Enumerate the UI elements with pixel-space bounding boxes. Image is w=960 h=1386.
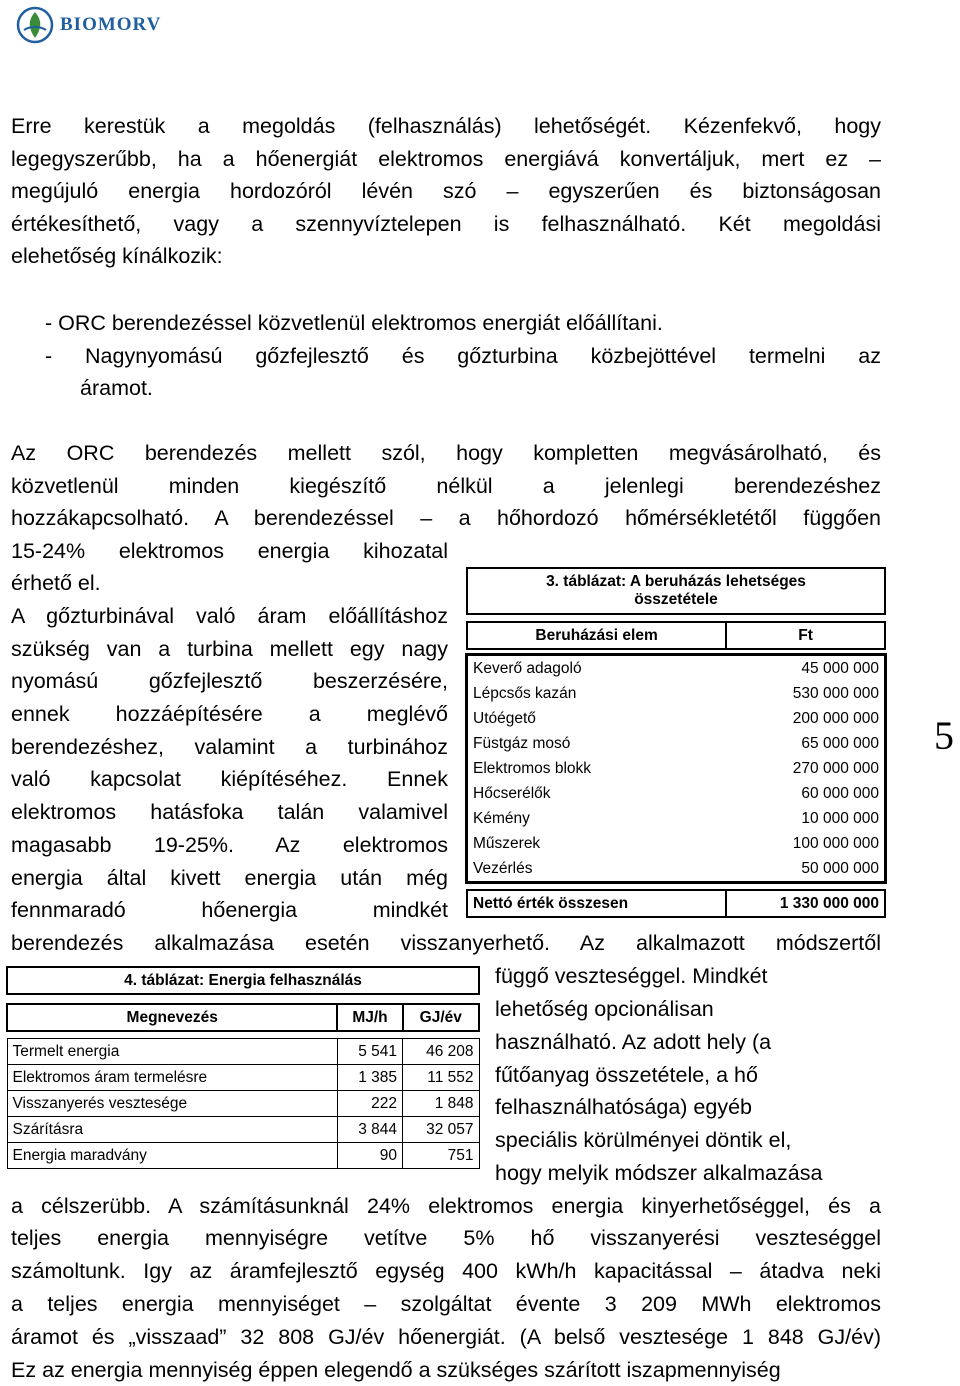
table3-item: Füstgáz mosó [467,731,726,756]
text-line: speciális körülményei döntik el, [495,1128,792,1152]
text-line: áramot. [80,376,153,400]
table-row [7,1091,479,1117]
table4-mjh: 5 541 [337,1039,402,1065]
text-line: nyomású gőzfejlesztő beszerzésére, [11,669,448,693]
text-line: közvetlenül minden kiegészítő nélkül a jelenlegi berendezéshez [11,474,881,498]
table3-amount: 45 000 000 [726,655,885,681]
table3-item: Műszerek [467,831,726,856]
table4-mjh: 3 844 [337,1117,402,1143]
text-line: érhető el. [11,571,101,595]
text-line: hogy melyik módszer alkalmazása [495,1161,823,1185]
table3-total-value: 1 330 000 000 [726,890,885,917]
table4-header-gjev: GJ/év [403,1004,479,1031]
table3-header-item: Beruházási elem [467,622,726,649]
text-line: való kapcsolat kiépítéséhez. Ennek [11,767,448,791]
table-row [467,756,885,781]
text-line: szükség van a turbina mellett egy nagy [11,637,448,661]
table4-gjev: 11 552 [403,1065,479,1091]
table3-caption: 3. táblázat: A beruházás lehetséges összetétele [467,568,885,614]
table3-rows [467,655,885,882]
table4-gjev: 46 208 [403,1039,479,1065]
table3-item: Utóégető [467,706,726,731]
table3-total-label: Nettó érték összesen [467,890,726,917]
table3-header-ft: Ft [726,622,885,649]
table3-amount: 60 000 000 [726,781,885,806]
table-row [467,731,885,756]
table4-mjh: 1 385 [337,1065,402,1091]
text-line: teljes energia mennyiségre vetítve 5% hő visszanyerési veszteséggel [11,1226,881,1250]
table4-gjev: 751 [403,1143,479,1169]
text-line: Ez az energia mennyiség éppen elegendő a szükséges szárított iszapmennyiség [11,1358,781,1382]
table-row [467,806,885,831]
table-row [7,1065,479,1091]
text-line: - ORC berendezéssel közvetlenül elektromos energiát előállítani. [45,311,663,335]
table3-item: Keverő adagoló [467,655,726,681]
table3-item: Elektromos blokk [467,756,726,781]
table-row [467,706,885,731]
text-line: felhasználhatósága) egyéb [495,1095,752,1119]
table4-rows [7,1039,479,1169]
table-row [467,781,885,806]
text-line: - Nagynyomású gőzfejlesztő és gőzturbina közbejöttével termelni az [45,344,881,368]
logo-emblem-icon [16,6,54,44]
investment-table [466,567,886,918]
text-line: lehetőség opcionálisan [495,997,714,1021]
text-line: számoltunk. Igy az áramfejlesztő egység 400 kWh/h kapacitással – átadva neki [11,1259,881,1283]
table-row [467,831,885,856]
table-row [7,1117,479,1143]
table3-amount: 100 000 000 [726,831,885,856]
table4-name: Visszanyerés vesztesége [7,1091,337,1117]
text-line: berendezéshez, valamint a turbinához [11,735,448,759]
logo-text: BIOMORV [60,14,162,35]
text-line: a célszerübb. A számításunknál 24% elektromos energia kinyerhetőséggel, és a [11,1194,881,1218]
table4-header-mjh: MJ/h [337,1004,402,1031]
text-line: magasabb 19-25%. Az elektromos [11,833,448,857]
table4-name: Energia maradvány [7,1143,337,1169]
table4-gjev: 32 057 [403,1117,479,1143]
text-line: berendezés alkalmazása esetén visszanyerhető. Az alkalmazott módszertől [11,931,881,955]
text-line: használható. Az adott hely (a [495,1030,772,1054]
text-line: Az ORC berendezés mellett szól, hogy kompletten megvásárolható, és [11,441,881,465]
text-line: fűtőanyag összetétele, a hő [495,1063,758,1087]
text-line: A gőzturbinával való áram előállításhoz [11,604,448,628]
table-row [7,1143,479,1169]
text-line: áramot és „visszaad” 32 808 GJ/év hőenergiát. (A belső vesztesége 1 848 GJ/év) [11,1325,881,1349]
text-line: Erre kerestük a megoldás (felhasználás) lehetőségét. Kézenfekvő, hogy [11,114,881,138]
table3-amount: 530 000 000 [726,681,885,706]
page-number: 5 [934,713,954,758]
text-line: elehetőség kínálkozik: [11,244,223,268]
table4-header-name: Megnevezés [7,1004,337,1031]
text-line: 15-24% elektromos energia kihozatal [11,539,448,563]
table4-name: Szárításra [7,1117,337,1143]
text-line: energia által kivett energia után még [11,866,448,890]
table3-item: Hőcserélők [467,781,726,806]
table3-amount: 200 000 000 [726,706,885,731]
text-line: elektromos hatásfoka talán valamivel [11,800,448,824]
table4-name: Termelt energia [7,1039,337,1065]
table3-amount: 65 000 000 [726,731,885,756]
table-row [467,681,885,706]
table3-amount: 10 000 000 [726,806,885,831]
energy-table [6,966,480,1169]
table-row [467,655,885,681]
text-line: legegyszerűbb, ha a hőenergiát elektromos energiává konvertáljuk, mert ez – [11,147,881,171]
text-line: ennek hozzáépítésére a meglévő [11,702,448,726]
text-line: értékesíthető, vagy a szennyvíztelepen is felhasználható. Két megoldási [11,212,881,236]
table4-name: Elektromos áram termelésre [7,1065,337,1091]
table-row [467,856,885,882]
table4-gjev: 1 848 [403,1091,479,1117]
text-line: a teljes energia mennyiséget – szolgáltat évente 3 209 MWh elektromos [11,1292,881,1316]
table3-item: Vezérlés [467,856,726,882]
text-line: megújuló energia hordozóról lévén szó – egyszerűen és biztonságosan [11,179,881,203]
table3-amount: 270 000 000 [726,756,885,781]
table4-mjh: 90 [337,1143,402,1169]
table4-mjh: 222 [337,1091,402,1117]
text-line: fennmaradó hőenergia mindkét [11,898,448,922]
text-line: hozzákapcsolható. A berendezéssel – a hőhordozó hőmérsékletétől függően [11,506,881,530]
text-line: függő veszteséggel. Mindkét [495,964,768,988]
table4-caption: 4. táblázat: Energia felhasználás [7,967,479,994]
table3-amount: 50 000 000 [726,856,885,882]
table3-item: Kémény [467,806,726,831]
table3-item: Lépcsős kazán [467,681,726,706]
company-logo [16,4,196,46]
table-row [7,1039,479,1065]
table3-total-row [467,890,885,917]
